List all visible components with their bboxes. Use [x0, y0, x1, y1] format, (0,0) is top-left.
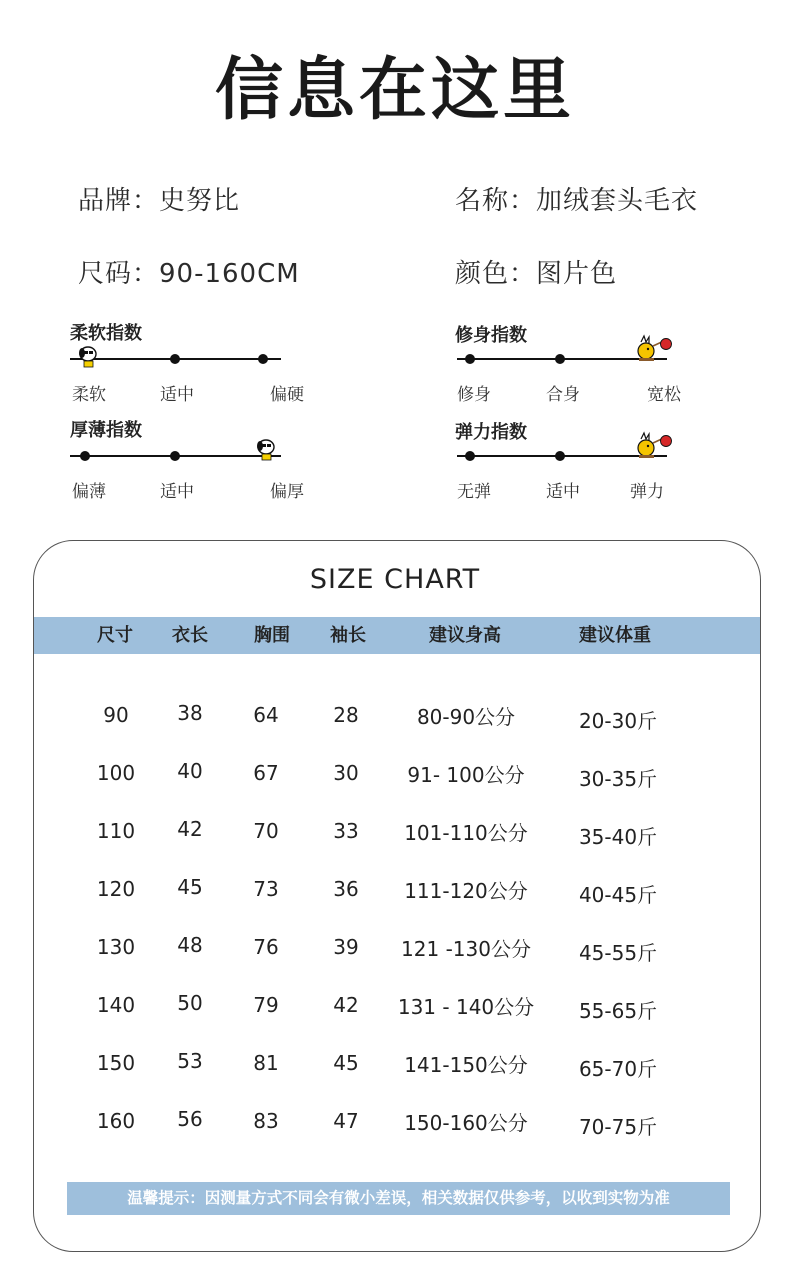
- color-info: 颜色：图片色: [455, 259, 618, 289]
- cell-chest: 81: [253, 1051, 279, 1075]
- cell-height: 91- 100公分: [407, 763, 525, 787]
- elasticity-label-right: 弹力: [630, 482, 664, 502]
- header-size: 尺寸: [97, 625, 133, 646]
- cell-size: 160: [96, 1109, 136, 1133]
- elasticity-label-left: 无弹: [457, 482, 491, 502]
- cell-sleeve: 47: [333, 1109, 359, 1133]
- measurement-tip: 温馨提示：因测量方式不同会有微小差误，相关数据仅供参考，以收到实物为准: [67, 1182, 730, 1215]
- cell-length: 56: [177, 1107, 203, 1131]
- header-length: 衣长: [172, 625, 208, 646]
- cell-sleeve: 45: [333, 1051, 359, 1075]
- fit-index-title: 修身指数: [455, 325, 527, 346]
- fit-label-right: 宽松: [647, 385, 681, 405]
- product-name-info: 名称：加绒套头毛衣: [455, 186, 699, 216]
- thickness-dot-mid: [170, 451, 180, 461]
- elasticity-index-title: 弹力指数: [455, 422, 527, 443]
- thickness-label-right: 偏厚: [270, 482, 304, 502]
- snoopy-icon: [75, 343, 101, 369]
- cell-length: 38: [177, 701, 203, 725]
- woodstock-icon: [633, 334, 673, 364]
- cell-sleeve: 39: [333, 935, 359, 959]
- cell-weight: 35-40斤: [578, 825, 658, 849]
- size-range-info: 尺码：90-160CM: [78, 259, 300, 289]
- cell-weight: 70-75斤: [578, 1115, 658, 1139]
- elasticity-label-mid: 适中: [546, 482, 580, 502]
- cell-height: 111-120公分: [404, 879, 528, 903]
- cell-size: 140: [96, 993, 136, 1017]
- cell-height: 131 - 140公分: [397, 995, 535, 1019]
- cell-length: 50: [177, 991, 203, 1015]
- cell-size: 100: [96, 761, 136, 785]
- cell-size: 130: [96, 935, 136, 959]
- cell-size: 90: [103, 703, 129, 727]
- cell-weight: 20-30斤: [578, 709, 658, 733]
- cell-chest: 76: [253, 935, 279, 959]
- header-weight: 建议体重: [579, 625, 651, 646]
- cell-length: 40: [177, 759, 203, 783]
- cell-sleeve: 30: [333, 761, 359, 785]
- size-chart-title: SIZE CHART: [309, 564, 481, 595]
- cell-chest: 79: [253, 993, 279, 1017]
- cell-height: 101-110公分: [404, 821, 528, 845]
- cell-sleeve: 28: [333, 703, 359, 727]
- cell-chest: 70: [253, 819, 279, 843]
- fit-label-left: 修身: [457, 385, 491, 405]
- cell-sleeve: 36: [333, 877, 359, 901]
- cell-chest: 64: [253, 703, 279, 727]
- header-sleeve: 袖长: [330, 625, 366, 646]
- thickness-label-mid: 适中: [160, 482, 194, 502]
- brand-info: 品牌：史努比: [78, 186, 241, 216]
- cell-weight: 55-65斤: [578, 999, 658, 1023]
- cell-length: 48: [177, 933, 203, 957]
- cell-weight: 30-35斤: [578, 767, 658, 791]
- softness-dot-right: [258, 354, 268, 364]
- cell-weight: 40-45斤: [578, 883, 658, 907]
- thickness-dot-left: [80, 451, 90, 461]
- cell-height: 141-150公分: [404, 1053, 528, 1077]
- cell-weight: 65-70斤: [578, 1057, 658, 1081]
- thickness-label-left: 偏薄: [72, 482, 106, 502]
- elasticity-dot-left: [465, 451, 475, 461]
- page-title: 信息在这里: [214, 51, 575, 130]
- cell-height: 121 -130公分: [401, 937, 531, 961]
- cell-length: 42: [177, 817, 203, 841]
- cell-length: 45: [177, 875, 203, 899]
- cell-height: 150-160公分: [404, 1111, 528, 1135]
- cell-size: 150: [96, 1051, 136, 1075]
- header-height: 建议身高: [429, 625, 501, 646]
- softness-label-mid: 适中: [160, 385, 194, 405]
- cell-size: 120: [96, 877, 136, 901]
- cell-sleeve: 33: [333, 819, 359, 843]
- woodstock-icon: [633, 431, 673, 461]
- softness-label-left: 柔软: [72, 385, 106, 405]
- softness-dot-mid: [170, 354, 180, 364]
- header-chest: 胸围: [254, 625, 290, 646]
- fit-dot-mid: [555, 354, 565, 364]
- cell-chest: 67: [253, 761, 279, 785]
- cell-height: 80-90公分: [416, 705, 516, 729]
- thickness-index-title: 厚薄指数: [70, 420, 142, 441]
- cell-weight: 45-55斤: [578, 941, 658, 965]
- fit-dot-left: [465, 354, 475, 364]
- cell-chest: 73: [253, 877, 279, 901]
- cell-chest: 83: [253, 1109, 279, 1133]
- cell-length: 53: [177, 1049, 203, 1073]
- softness-index-title: 柔软指数: [70, 323, 142, 344]
- cell-sleeve: 42: [333, 993, 359, 1017]
- snoopy-icon: [253, 436, 279, 462]
- fit-label-mid: 合身: [546, 385, 580, 405]
- cell-size: 110: [96, 819, 136, 843]
- elasticity-dot-mid: [555, 451, 565, 461]
- softness-label-right: 偏硬: [270, 385, 304, 405]
